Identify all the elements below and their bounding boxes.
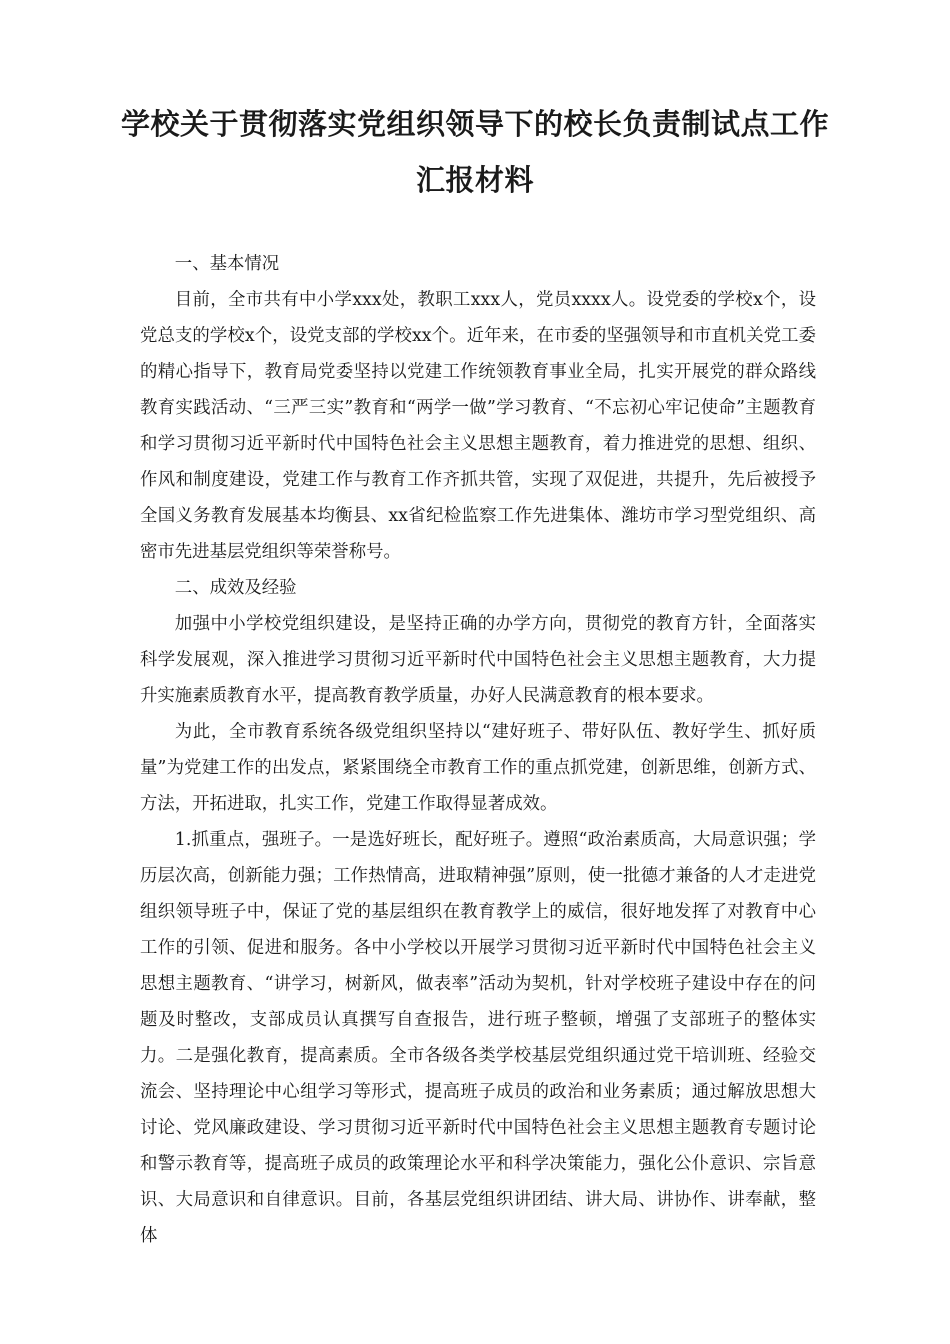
body-paragraph: 为此，全市教育系统各级党组织坚持以“建好班子、带好队伍、教好学生、抓好质量”为党建工作的出发点，紧紧围绕全市教育工作的重点抓党建，创新思维，创新方式、方法，开拓进取，扎实工作，党建工作取得显著成效。 [140,722,816,814]
document-title: 学校关于贯彻落实党组织领导下的校长负责制试点工作汇报材料 [120,107,829,197]
section-heading: 一、基本情况 [174,254,280,274]
section-heading: 二、成效及经验 [174,578,297,598]
body-paragraph: 目前，全市共有中小学xxx处，教职工xxx人，党员xxxx人。设党委的学校x个，设党总支的学校x个，设党支部的学校xx个。近年来，在市委的坚强领导和市直机关党工委的精心指导下，教育局党委坚持以党建工作统领教育事业全局，扎实开展党的群众路线教育实践活动、“三严三实”教育和“两学一做”学习教育、“不忘初心牢记使命”主题教育和学习贯彻习近平新时代中国特色社会主义思想主题教育，着力推进党的思想、组织、作风和制度建设，党建工作与教育工作齐抓共管，实现了双促进，共提升，先后被授予全国义务教育发展基本均衡县、xx省纪检监察工作先进集体、潍坊市学习型党组织、高密市先进基层党组织等荣誉称号。 [140,290,816,562]
body-paragraph: 1.抓重点，强班子。一是选好班长，配好班子。遵照“政治素质高，大局意识强；学历层次高，创新能力强；工作热情高，进取精神强”原则，使一批德才兼备的人才走进党组织领导班子中，保证了党的基层组织在教育教学上的威信，很好地发挥了对教育中心工作的引领、促进和服务。各中小学校以开展学习贯彻习近平新时代中国特色社会主义思想主题教育、“讲学习，树新风，做表率”活动为契机，针对学校班子建设中存在的问题及时整改，支部成员认真撰写自查报告，进行班子整顿，增强了支部班子的整体实力。二是强化教育，提高素质。全市各级各类学校基层党组织通过党干培训班、经验交流会、坚持理论中心组学习等形式，提高班子成员的政治和业务素质；通过解放思想大讨论、党风廉政建设、学习贯彻习近平新时代中国特色社会主义思想主题教育专题讨论和警示教育等，提高班子成员的政策理论水平和科学决策能力，强化公仆意识、宗旨意识、大局意识和自律意识。目前，各基层党组织讲团结、讲大局、讲协作、讲奉献，整体 [140,830,816,1246]
document-body [140,246,816,1254]
body-paragraph: 加强中小学校党组织建设，是坚持正确的办学方向，贯彻党的教育方针，全面落实科学发展观，深入推进学习贯彻习近平新时代中国特色社会主义思想主题教育，大力提升实施素质教育水平，提高教育教学质量，办好人民满意教育的根本要求。 [140,614,816,706]
